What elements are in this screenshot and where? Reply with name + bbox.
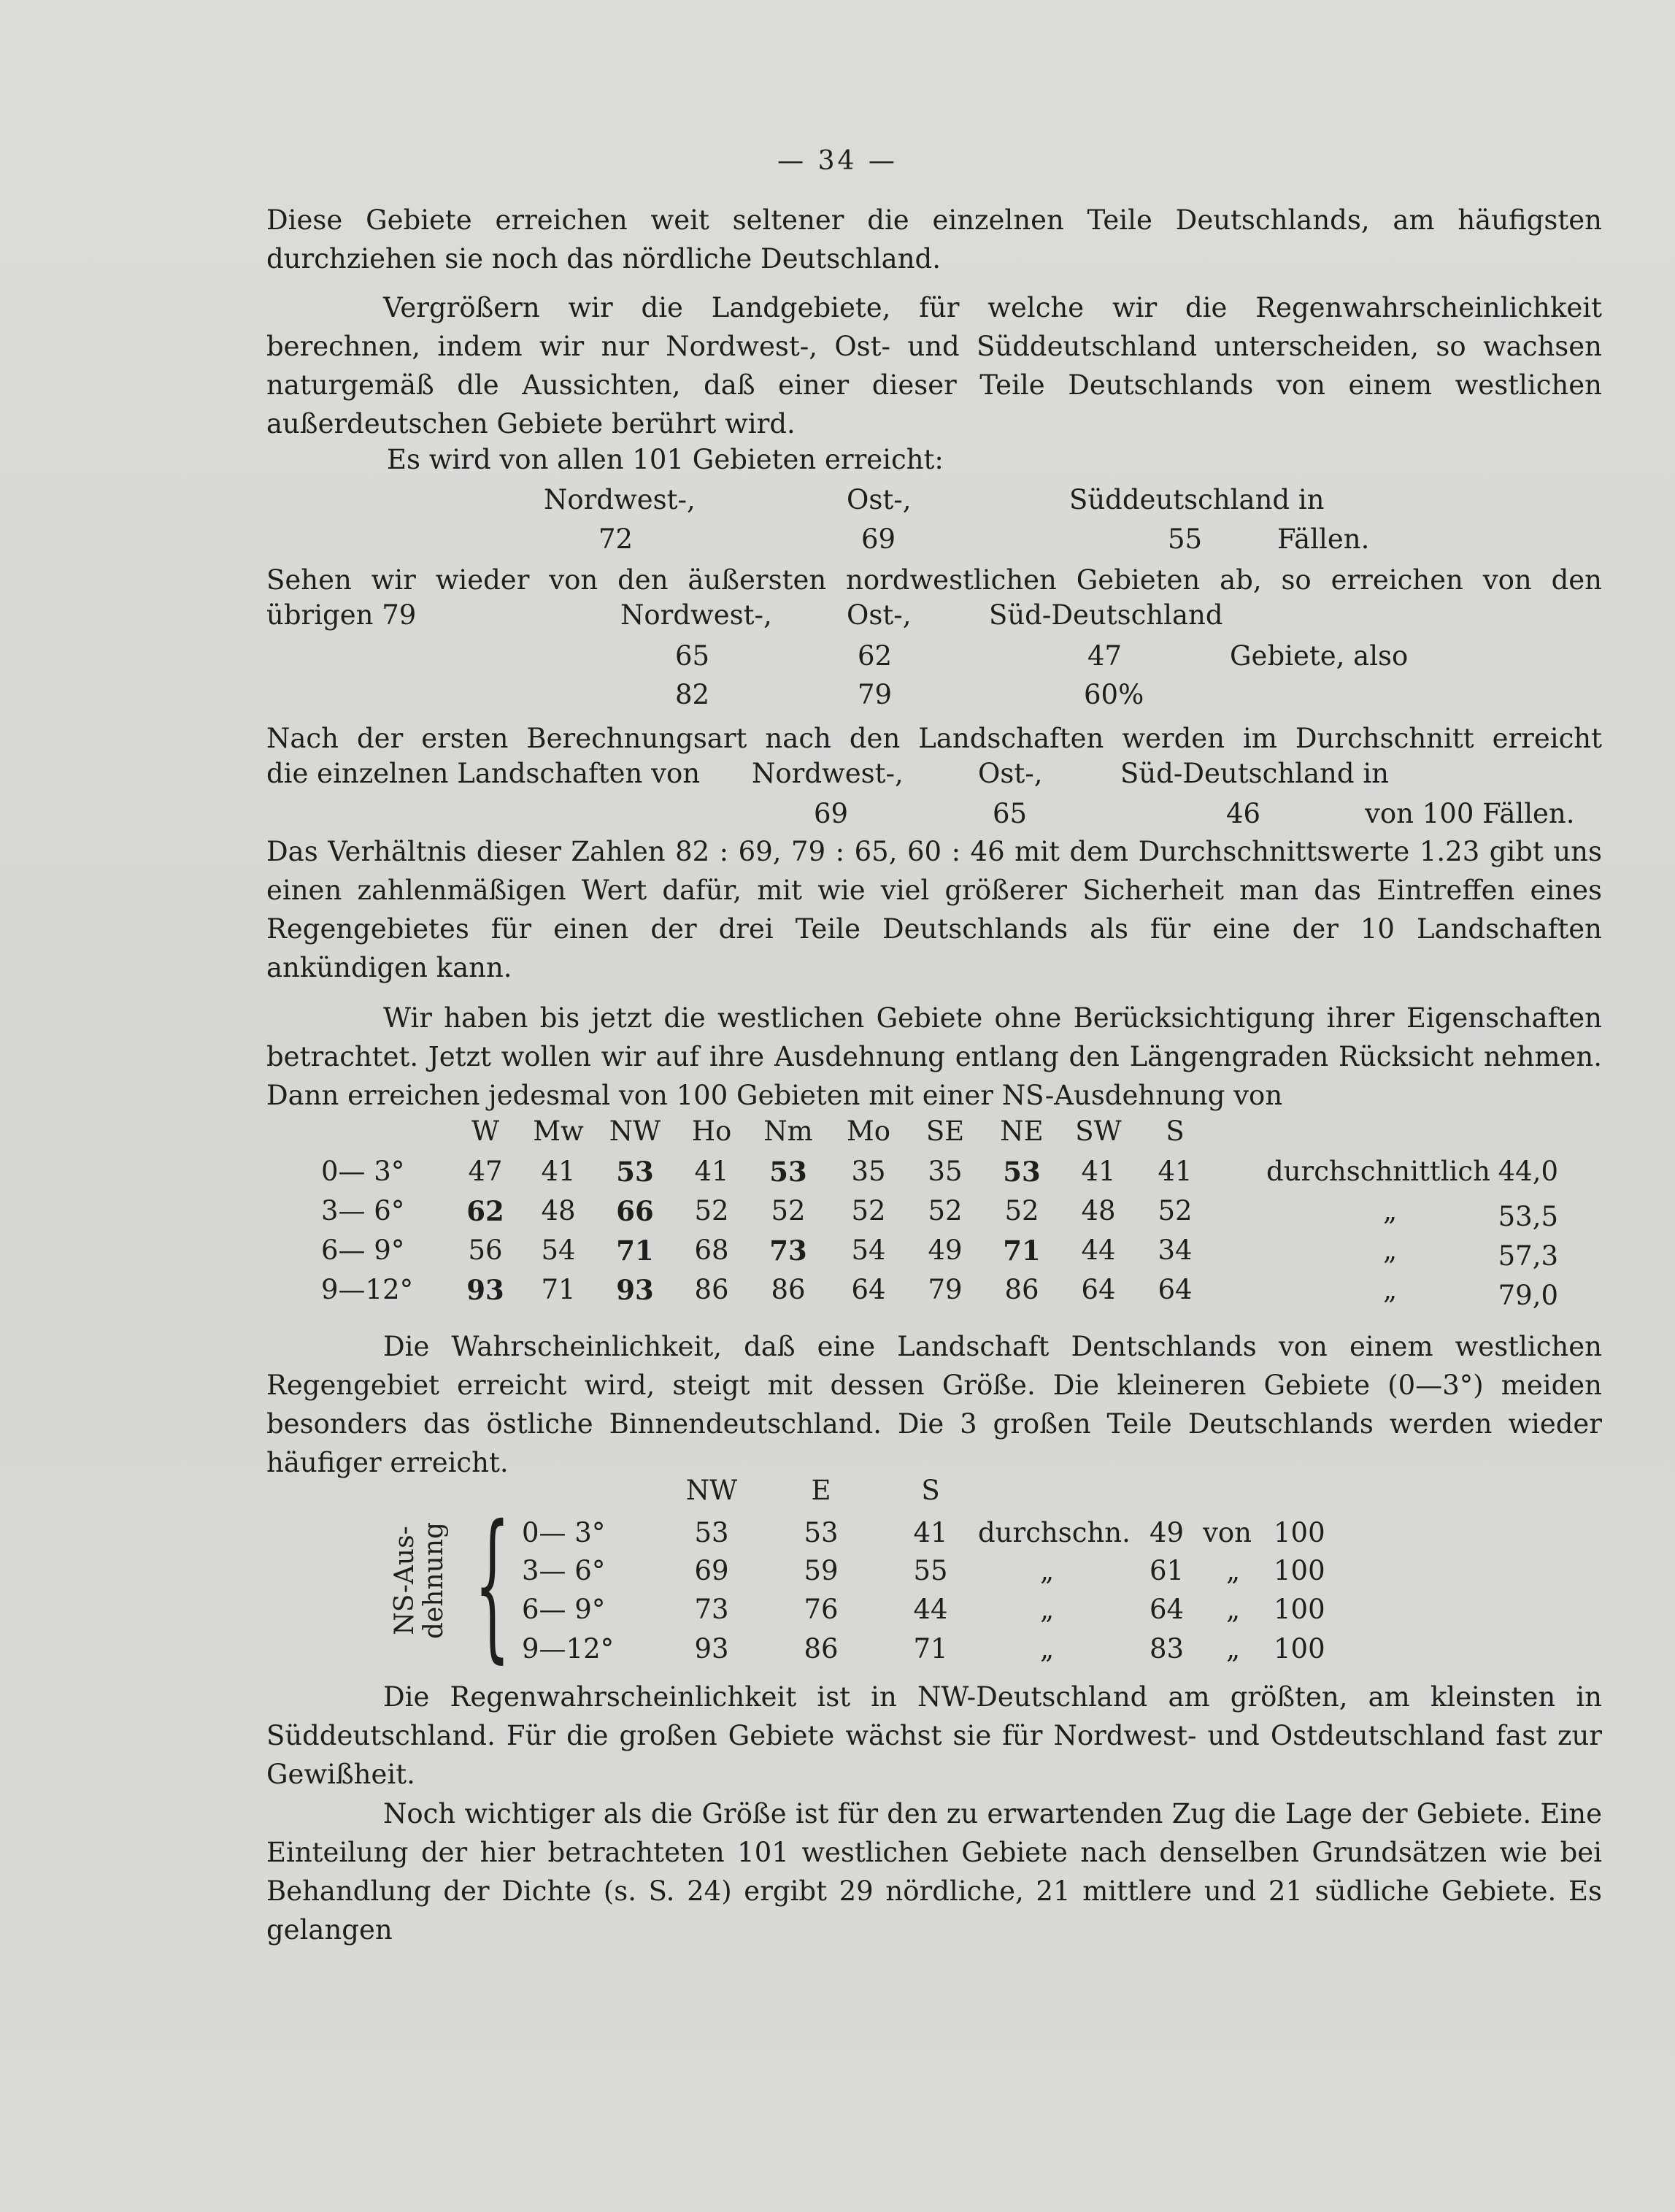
- paragraph-4-line1: Sehen wir wieder von den äußersten nordwestlichen Gebieten ab, so erreichen von den: [266, 564, 1602, 596]
- table1-cell: 73: [769, 1234, 807, 1267]
- table1-cell: 52: [1004, 1195, 1039, 1226]
- table2-header-cell: S: [921, 1475, 940, 1506]
- table1-cell: 48: [541, 1195, 576, 1226]
- table2-von: „: [1226, 1594, 1241, 1625]
- table1-cell: 52: [694, 1195, 729, 1226]
- paragraph-10: Noch wichtiger als die Größe ist für den zu erwartenden Zug die Lage der Gebiete. Eine Einteilung der hier betrachteten 101 westlichen Gebiete nach denselben Grundsätzen wie bei Behandlung der Dichte (s. S. 24) ergibt 29 nördliche, 21 mittlere und 21 südliche Gebiete. Es gelangen: [266, 1798, 1602, 1946]
- table1-cell: 35: [851, 1156, 886, 1187]
- table2-total: 100: [1274, 1633, 1325, 1664]
- table1-row-label: 6— 9°: [321, 1234, 405, 1266]
- block2-suffix: Gebiete, also: [1230, 640, 1409, 672]
- table1-cell: 64: [1081, 1274, 1116, 1305]
- table2-row-label: 0— 3°: [522, 1517, 606, 1548]
- block2-value: 65: [675, 640, 710, 672]
- block3-header-ost: Ost-,: [978, 758, 1043, 789]
- block1-header-ost: Ost-,: [847, 484, 912, 515]
- table1-header-cell: Ho: [691, 1115, 732, 1147]
- table1-cell: 64: [1158, 1274, 1193, 1305]
- table1-average: 79,0: [1498, 1280, 1558, 1311]
- table1-cell: 41: [541, 1156, 576, 1187]
- table1-cell: 62: [466, 1195, 504, 1227]
- table1-average: 44,0: [1498, 1156, 1558, 1187]
- paragraph-7: Wir haben bis jetzt die westlichen Gebiete ohne Berücksichtigung ihrer Eigenschaften betrachtet. Jetzt wollen wir auf ihre Ausdehnung entlang den Längengraden Rücksicht nehmen. Dann erreichen jedesmal von 100 Gebieten mit einer NS-Ausdehnung von: [266, 1002, 1602, 1111]
- block1-value: 55: [1168, 523, 1203, 555]
- paragraph-2: Vergrößern wir die Landgebiete, für welche wir die Regenwahrscheinlichkeit berechnen, indem wir nur Nordwest-, Ost- und Süddeutschland unterscheiden, so wachsen naturgemäß dle Aussichten, daß einer dieser Teile Deutschlands von einem westlichen außerdeutschen Gebiete berührt wird.: [266, 292, 1602, 439]
- block2-header-nordwest: Nordwest-,: [620, 599, 772, 631]
- block3-value: 69: [814, 798, 849, 829]
- block1-suffix: Fällen.: [1277, 523, 1370, 555]
- paragraph-1: Diese Gebiete erreichen weit seltener die einzelnen Teile Deutschlands, am häufigsten durchziehen sie noch das nördliche Deutschland.: [266, 204, 1602, 274]
- table2-cell: 41: [913, 1517, 948, 1548]
- table2-row-label: 3— 6°: [522, 1555, 606, 1586]
- table2-cell: 44: [913, 1594, 948, 1625]
- block1-value: 69: [861, 523, 896, 555]
- table1-header-cell: NW: [609, 1115, 661, 1147]
- table1-cell: 68: [694, 1234, 729, 1266]
- block2-value: 60%: [1084, 679, 1144, 710]
- table1-cell: 35: [928, 1156, 963, 1187]
- block2-header-ost: Ost-,: [847, 599, 912, 631]
- table1-cell: 86: [771, 1274, 806, 1305]
- table1-header-cell: Mw: [533, 1115, 584, 1147]
- table1-cell: 53: [1003, 1156, 1041, 1188]
- table1-cell: 44: [1081, 1234, 1116, 1266]
- table1-cell: 53: [616, 1156, 654, 1188]
- table2-avg-label: „: [1040, 1594, 1055, 1625]
- table1-header-cell: Mo: [846, 1115, 891, 1147]
- paragraph-5-line1: Nach der ersten Berechnungsart nach den Landschaften werden im Durchschnitt erreicht: [266, 723, 1602, 754]
- table1-cell: 52: [851, 1195, 886, 1226]
- table2-total: 100: [1274, 1594, 1325, 1625]
- table1-cell: 52: [1158, 1195, 1193, 1226]
- table2-average: 49: [1150, 1517, 1185, 1548]
- table2-side-label-line2: dehnung: [419, 1521, 449, 1640]
- table2-cell: 71: [913, 1633, 948, 1664]
- table1-avg-label: „: [1383, 1274, 1398, 1305]
- table1-avg-label: „: [1383, 1195, 1398, 1226]
- table1-header-cell: SE: [925, 1115, 965, 1147]
- table1-cell: 49: [928, 1234, 963, 1266]
- block1-value: 72: [598, 523, 634, 555]
- table1-cell: 34: [1158, 1234, 1193, 1266]
- table2-von: „: [1226, 1555, 1241, 1586]
- table1-cell: 53: [769, 1156, 807, 1188]
- table1-cell: 86: [694, 1274, 729, 1305]
- table1-cell: 41: [1158, 1156, 1193, 1187]
- block2-value: 47: [1087, 640, 1123, 672]
- table1-row-label: 9—12°: [321, 1274, 414, 1305]
- table2-total: 100: [1274, 1517, 1325, 1548]
- block3-suffix: von 100 Fällen.: [1365, 798, 1575, 829]
- table1-cell: 79: [928, 1274, 963, 1305]
- table1-cell: 41: [694, 1156, 729, 1187]
- table2-row-label: 9—12°: [522, 1633, 615, 1664]
- table2-cell: 86: [804, 1633, 839, 1664]
- block2-value: 62: [858, 640, 893, 672]
- table2-brace: {: [474, 1491, 510, 1678]
- page-number: — 34 —: [777, 146, 898, 176]
- block2-header-sued: Süd-Deutschland: [989, 599, 1223, 631]
- table1-cell: 71: [1003, 1234, 1041, 1267]
- table1-header-cell: SW: [1075, 1115, 1122, 1147]
- table2-cell: 53: [804, 1517, 839, 1548]
- table1-header-cell: NE: [1000, 1115, 1044, 1147]
- table1-cell: 52: [928, 1195, 963, 1226]
- table1-header-cell: W: [471, 1115, 500, 1147]
- table1-header-cell: S: [1166, 1115, 1185, 1147]
- table2-cell: 53: [694, 1517, 729, 1548]
- block1-header-nordwest: Nordwest-,: [544, 484, 696, 515]
- table2-average: 83: [1150, 1633, 1185, 1664]
- table1-avg-label: durchschnittlich: [1266, 1156, 1490, 1187]
- block3-value: 65: [993, 798, 1028, 829]
- table2-cell: 76: [804, 1594, 839, 1625]
- paragraph-9: Die Regenwahrscheinlichkeit ist in NW-Deutschland am größten, am kleinsten in Süddeutschland. Für die großen Gebiete wächst sie für Nordwest- und Ostdeutschland fast zur Gewißheit.: [266, 1681, 1602, 1790]
- paragraph-4-line2: übrigen 79: [266, 599, 417, 631]
- table1-avg-label: „: [1383, 1234, 1398, 1266]
- table2-von: von: [1203, 1517, 1252, 1548]
- table2-avg-label: „: [1040, 1633, 1055, 1664]
- block3-value: 46: [1226, 798, 1261, 829]
- table2-header-cell: E: [811, 1475, 831, 1506]
- table2-average: 64: [1150, 1594, 1185, 1625]
- table1-cell: 86: [1004, 1274, 1039, 1305]
- block3-header-nordwest: Nordwest-,: [752, 758, 904, 789]
- block1-header-sued: Süddeutschland in: [1069, 484, 1325, 515]
- block2-value: 82: [675, 679, 710, 710]
- table1-cell: 71: [541, 1274, 576, 1305]
- table1-cell: 52: [771, 1195, 806, 1226]
- table2-cell: 93: [694, 1633, 729, 1664]
- table2-cell: 59: [804, 1555, 839, 1586]
- table1-cell: 64: [851, 1274, 886, 1305]
- table2-total: 100: [1274, 1555, 1325, 1586]
- paragraph-6: Das Verhältnis dieser Zahlen 82 : 69, 79 : 65, 60 : 46 mit dem Durchschnittswerte 1.23 gibt uns einen zahlenmäßigen Wert dafür, mit wie viel größerer Sicherheit man das Eintreffen eines Regengebietes für einen der drei Teile Deutschlands als für eine der 10 Landschaften ankündigen kann.: [266, 836, 1602, 983]
- table1-row-label: 0— 3°: [321, 1156, 405, 1187]
- table2-avg-label: durchschn.: [978, 1517, 1131, 1548]
- table2-row-label: 6— 9°: [522, 1594, 606, 1625]
- block2-value: 79: [858, 679, 893, 710]
- table2-cell: 55: [913, 1555, 948, 1586]
- table1-cell: 41: [1081, 1156, 1116, 1187]
- table1-cell: 54: [851, 1234, 886, 1266]
- paragraph-5-line2: die einzelnen Landschaften von: [266, 758, 701, 789]
- table1-cell: 56: [468, 1234, 503, 1266]
- table2-header-cell: NW: [685, 1475, 738, 1506]
- table2-side-label-line1: NS-Aus-: [390, 1526, 420, 1635]
- intro-line: Es wird von allen 101 Gebieten erreicht:: [387, 444, 944, 475]
- paragraph-8: Die Wahrscheinlichkeit, daß eine Landschaft Dentschlands von einem westlichen Regengebiet erreicht wird, steigt mit dessen Größe. Die kleineren Gebiete (0—3°) meiden besonders das östliche Binnendeutschland. Die 3 großen Teile Deutschlands werden wieder häufiger erreicht.: [266, 1331, 1602, 1478]
- table2-cell: 73: [694, 1594, 729, 1625]
- table1-cell: 54: [541, 1234, 576, 1266]
- table1-row-label: 3— 6°: [321, 1195, 405, 1226]
- table1-cell: 71: [616, 1234, 654, 1267]
- block3-header-sued: Süd-Deutschland in: [1120, 758, 1389, 789]
- table1-cell: 66: [616, 1195, 654, 1227]
- table2-von: „: [1226, 1633, 1241, 1664]
- table1-cell: 47: [468, 1156, 503, 1187]
- table1-average: 53,5: [1498, 1201, 1558, 1232]
- table2-cell: 69: [694, 1555, 729, 1586]
- table1-average: 57,3: [1498, 1240, 1558, 1272]
- table2-average: 61: [1150, 1555, 1185, 1586]
- table1-header-cell: Nm: [763, 1115, 813, 1147]
- table1-cell: 48: [1081, 1195, 1116, 1226]
- table2-avg-label: „: [1040, 1555, 1055, 1586]
- table2-side-label: [390, 1515, 449, 1646]
- table1-cell: 93: [616, 1274, 654, 1306]
- table1-cell: 93: [466, 1274, 504, 1306]
